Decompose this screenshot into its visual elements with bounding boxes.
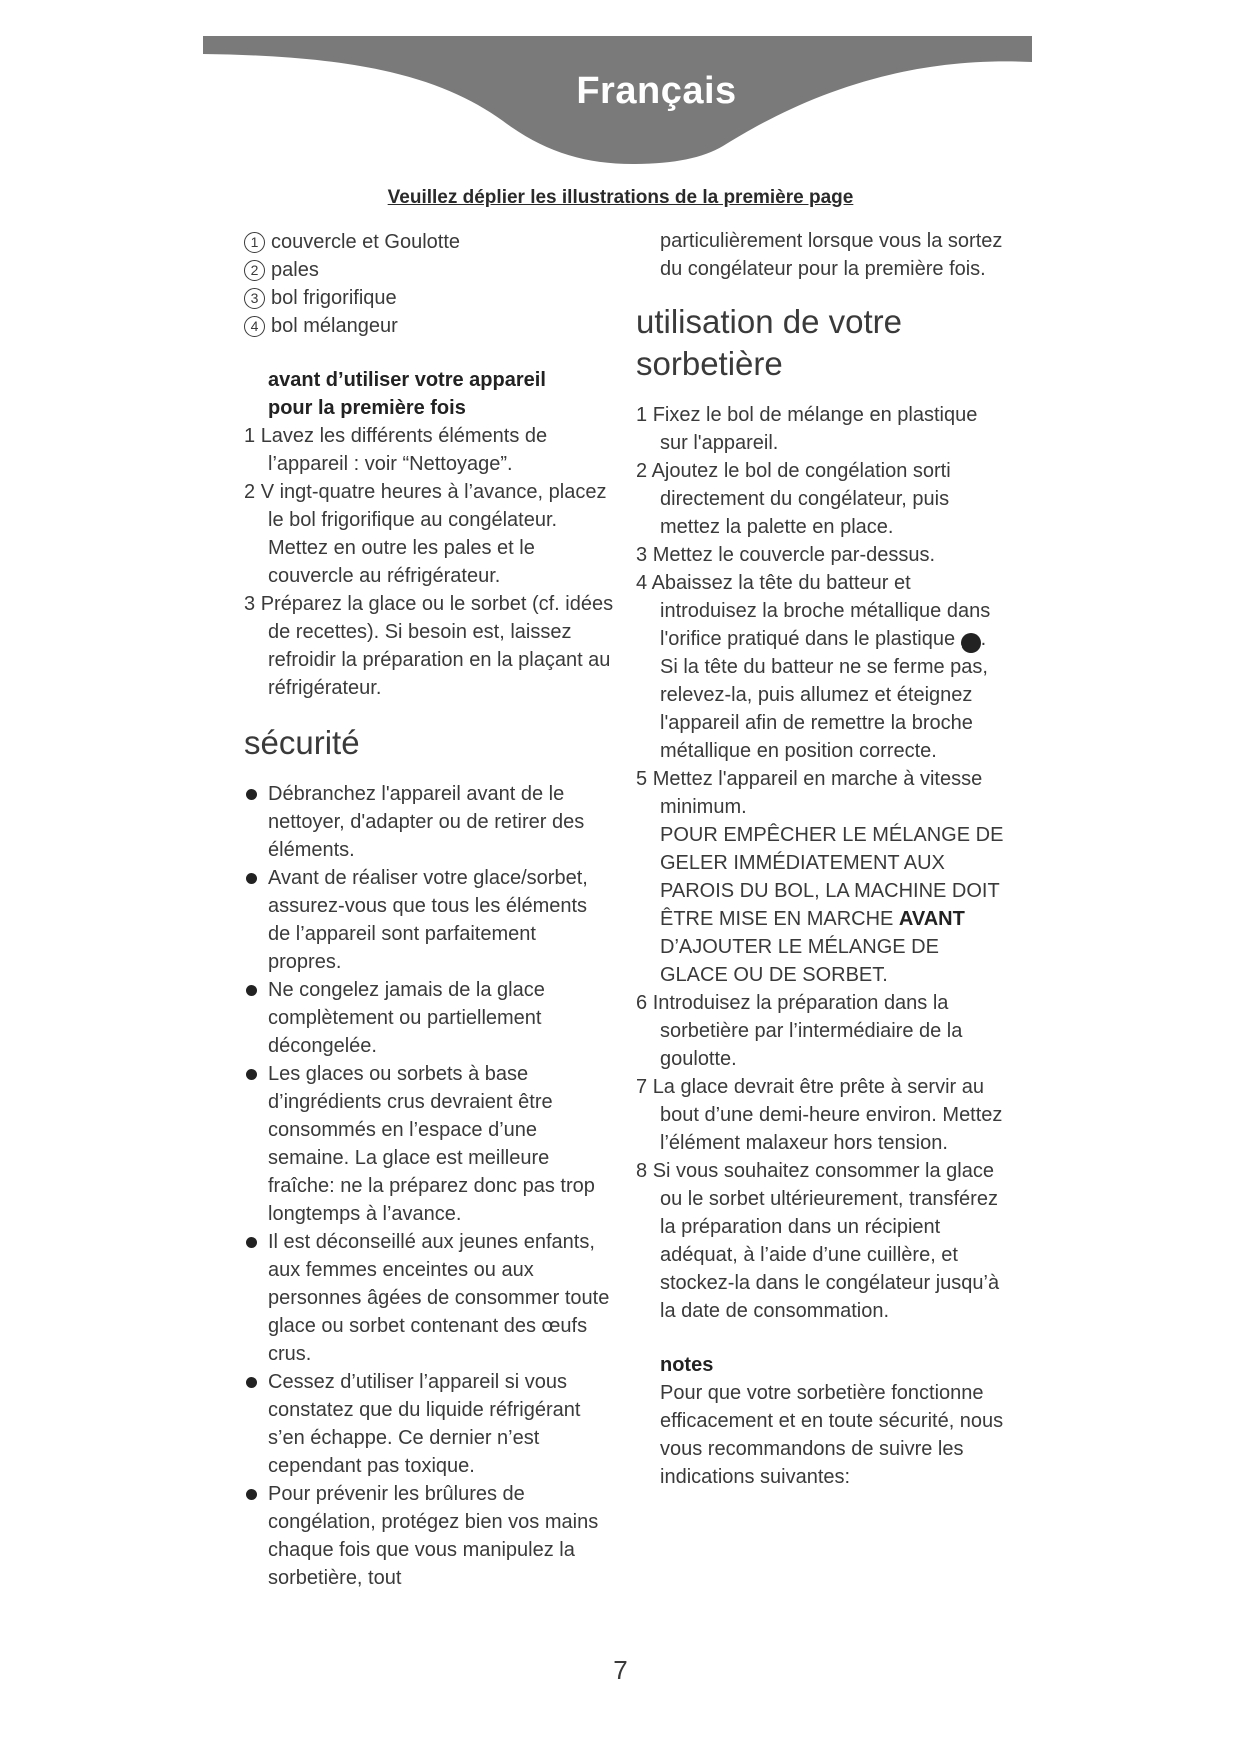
usage-step: 2 Ajoutez le bol de congélation sorti directement du congélateur, puis mettez la palette en place. [636, 460, 951, 538]
bullet-icon [244, 1060, 268, 1228]
safety-bullet: Cessez d’utiliser l’appareil si vous constatez que du liquide réfrigérant s’en échappe. Ce dernier n’est cependant pas toxique. [244, 1368, 614, 1480]
bullet-icon [244, 1368, 268, 1480]
header-banner [203, 36, 1032, 164]
usage-step: 5 Mettez l'appareil en marche à vitesse minimum. [636, 768, 983, 818]
part-item: 1 couvercle et Goulotte [244, 228, 614, 256]
left-column [244, 228, 614, 1592]
usage-step: 7 La glace devrait être prête à servir au bout d’une demi-heure environ. Mettez l’élément malaxeur hors tension. [636, 1076, 1003, 1154]
bullet-icon [244, 864, 268, 976]
usage-step: 1 Fixez le bol de mélange en plastique sur l'appareil. [636, 404, 978, 454]
part-item: 4 bol mélangeur [244, 312, 614, 340]
circled-number: 1 [244, 232, 265, 253]
usage-title: utilisation de votre sorbetière [636, 303, 902, 382]
circled-number: 2 [244, 260, 265, 281]
bullet-icon [244, 780, 268, 864]
before-use-step: 2 V ingt-quatre heures à l’avance, placez le bol frigorifique au congélateur. Mettez en outre les pales et le couvercle au réfrigérateur. [244, 481, 607, 587]
parts-list [244, 228, 614, 340]
safety-bullet: Débranchez l'appareil avant de le nettoyer, d'adapter ou de retirer des éléments. [244, 780, 614, 864]
circled-number: 4 [244, 316, 265, 337]
bullet-icon [244, 976, 268, 1060]
illustration-1-icon: 1 [961, 633, 981, 653]
before-use-step: 1 Lavez les différents éléments de l’appareil : voir “Nettoyage”. [244, 425, 548, 475]
safety-bullet: Il est déconseillé aux jeunes enfants, aux femmes enceintes ou aux personnes âgées de consommer toute glace ou sorbet contenant des œufs crus. [244, 1228, 614, 1368]
notes-text: Pour que votre sorbetière fonctionne efficacement et en toute sécurité, nous vous recommandons de suivre les indications suivantes: [660, 1382, 1004, 1488]
right-column [636, 227, 1006, 1491]
page-title: Français [576, 70, 737, 112]
bullet-icon [244, 1480, 268, 1592]
before-use-heading: avant d’utiliser votre appareil pour la première fois [268, 369, 546, 419]
usage-step: 4 Abaissez la tête du batteur et introduisez la broche métallique dans l'orifice pratiqué dans le plastique 1 . [636, 569, 1006, 653]
part-item: 3 bol frigorifique [244, 284, 614, 312]
usage-step-continuation: Si la tête du batteur ne se ferme pas, relevez-la, puis allumez et éteignez l'appareil afin de remettre la broche métallique en position correcte. [660, 656, 988, 762]
safety-title: sécurité [244, 724, 360, 761]
safety-bullet: Les glaces ou sorbets à base d’ingrédients crus devraient être consommés en l’espace d’une semaine. La glace est meilleure fraîche: ne la préparez donc pas trop longtemps à l’avance. [244, 1060, 614, 1228]
before-use-step: 3 Préparez la glace ou le sorbet (cf. idées de recettes). Si besoin est, laissez refroidir la préparation en la plaçant au réfrigérateur. [244, 593, 614, 699]
usage-step: 3 Mettez le couvercle par-dessus. [636, 544, 936, 566]
page-number: 7 [613, 1655, 628, 1685]
safety-bullet: Ne congelez jamais de la glace complètement ou partiellement décongelée. [244, 976, 614, 1060]
circled-number: 3 [244, 288, 265, 309]
bullet-icon [244, 1228, 268, 1368]
safety-continuation: particulièrement lorsque vous la sortez du congélateur pour la première fois. [660, 230, 1003, 280]
usage-step: 8 Si vous souhaitez consommer la glace ou le sorbet ultérieurement, transférez la préparation dans un récipient adéquat, à l’aide d’une cuillère, et stockez-la dans le congélateur jusqu’à la date de consommation. [636, 1160, 1000, 1322]
part-item: 2 pales [244, 256, 614, 284]
safety-bullet: Pour prévenir les brûlures de congélation, protégez bien vos mains chaque fois que vous manipulez la sorbetière, tout [244, 1480, 614, 1592]
usage-warning: POUR EMPÊCHER LE MÉLANGE DE GELER IMMÉDIATEMENT AUX PAROIS DU BOL, LA MACHINE DOIT ÊTRE MISE EN MARCHE AVANT D’AJOUTER LE MÉLANGE DE GLACE OU DE SORBET. [660, 824, 1004, 986]
unfold-instruction: Veuillez déplier les illustrations de la première page [387, 187, 854, 208]
safety-bullet: Avant de réaliser votre glace/sorbet, assurez-vous que tous les éléments de l’appareil sont parfaitement propres. [244, 864, 614, 976]
usage-step: 6 Introduisez la préparation dans la sorbetière par l’intermédiaire de la goulotte. [636, 992, 963, 1070]
notes-heading: notes [660, 1354, 714, 1376]
